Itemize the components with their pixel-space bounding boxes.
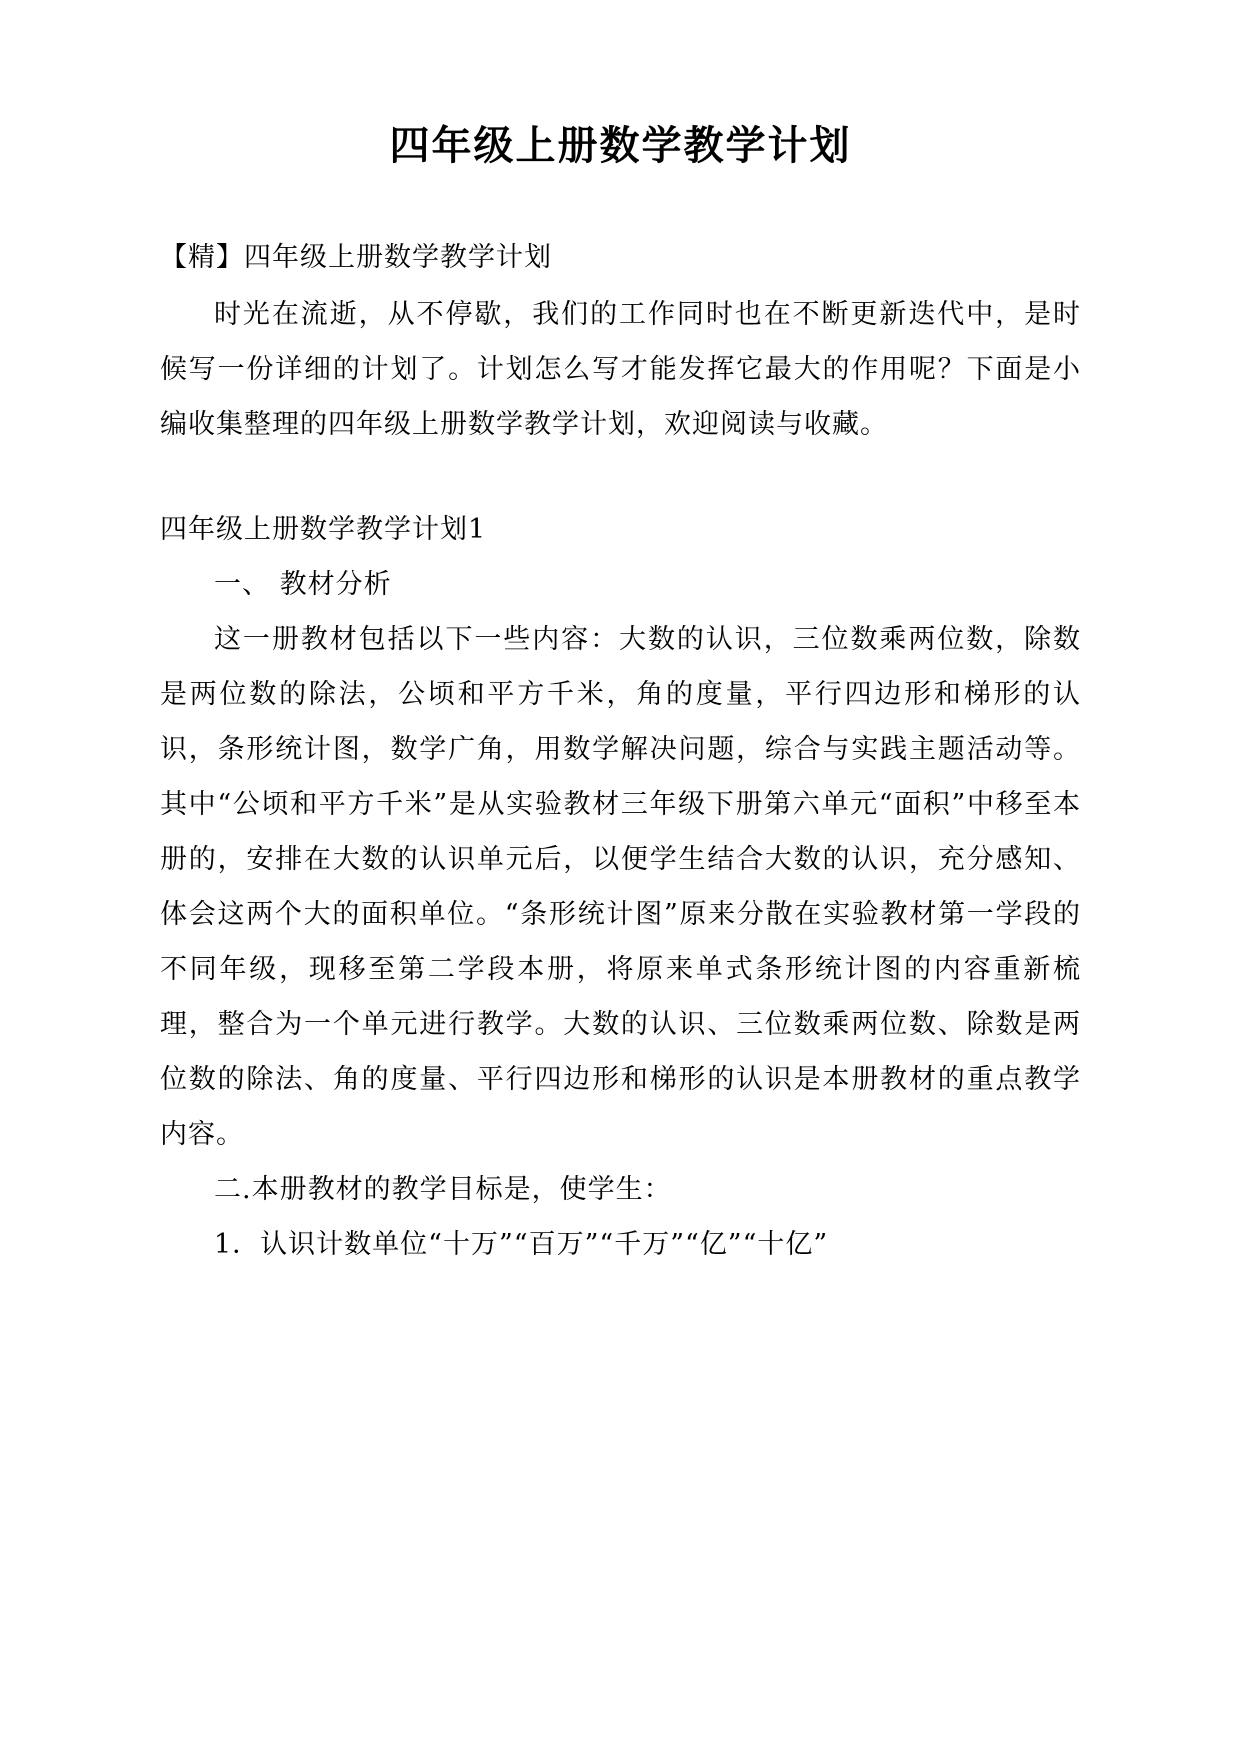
paragraph-list-item-1: 1．认识计数单位“十万”“百万”“千万”“亿”“十亿” — [214, 1229, 829, 1260]
paragraph-subsection-heading-1: 一、 教材分析 — [214, 569, 392, 600]
paragraph-section-heading-1: 四年级上册数学教学计划1 — [160, 514, 487, 545]
paragraph-intro: 时光在流逝，从不停歇，我们的工作同时也在不断更新迭代中，是时候写一份详细的计划了。计划怎么写才能发挥它最大的作用呢？下面是小编收集整理的四年级上册数学教学计划，欢迎阅读与收藏。 — [160, 299, 1081, 440]
paragraph-heading-note: 【精】四年级上册数学教学计划 — [160, 242, 552, 273]
paragraph-subsection-heading-2: 二.本册教材的教学目标是，使学生： — [214, 1174, 672, 1205]
paragraph-body-1: 这一册教材包括以下一些内容：大数的认识，三位数乘两位数，除数是两位数的除法，公顷和平方千米，角的度量，平行四边形和梯形的认识，条形统计图，数学广角，用数学解决问题，综合与实践主题活动等。其中“公顷和平方千米”是从实验教材三年级下册第六单元“面积”中移至本册的，安排在大数的认识单元后，以便学生结合大数的认识，充分感知、体会这两个大的面积单位。“条形统计图”原来分散在实验教材第一学段的不同年级，现移至第二学段本册，将原来单式条形统计图的内容重新梳理，整合为一个单元进行教学。大数的认识、三位数乘两位数、除数是两位数的除法、角的度量、平行四边形和梯形的认识是本册教材的重点教学内容。 — [160, 624, 1081, 1150]
page-title: 四年级上册数学教学计划 — [389, 122, 852, 169]
